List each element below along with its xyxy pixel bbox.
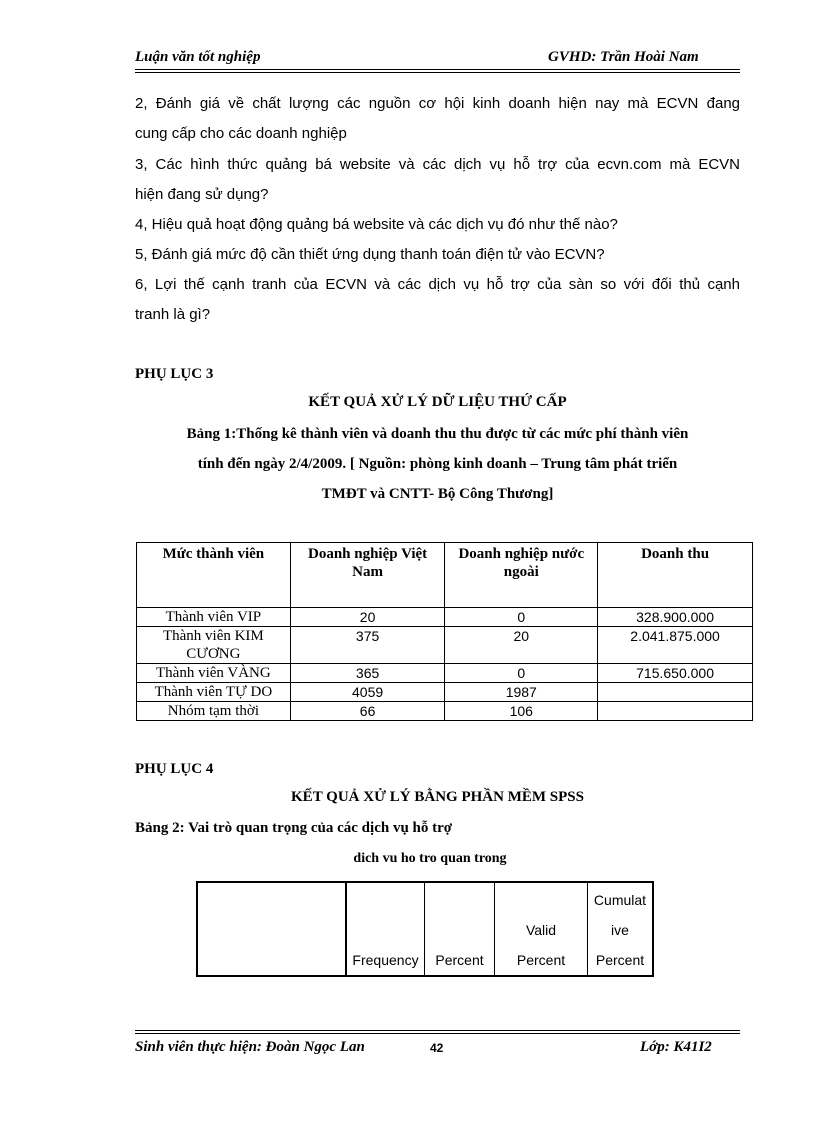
table-cell: Thành viên VIP [137,608,291,627]
spss-percent-label: Percent [435,952,484,968]
table-cell: 20 [290,608,445,627]
question-3-line-2: hiện đang sử dụng? [135,186,269,203]
spss-frequency-table [196,881,654,977]
table-cell: Thành viên VÀNG [137,664,291,683]
table-1-caption-line-2: tính đến ngày 2/4/2009. [ Nguồn: phòng kinh doanh – Trung tâm phát triển [197,456,678,472]
spss-valid-label-2: Percent [516,952,566,968]
question-3-line-1: 3, Các hình thức quảng bá website và các dịch vụ hỗ trợ của ecvn.com mà ECVN [135,156,740,173]
appendix-4-title: KẾT QUẢ XỬ LÝ BẰNG PHẦN MỀM SPSS [291,789,584,805]
table-header-cell: Doanh nghiệp Việt Nam [290,543,445,608]
spss-valid-percent-header [495,883,588,975]
page-number: 42 [430,1041,444,1055]
table-row [137,627,753,664]
table-header-cell: Mức thành viên [137,543,291,608]
header-right-advisor: GVHD: Trần Hoài Nam [548,49,699,65]
table-cell: 715.650.000 [598,664,753,683]
spss-cum-label-2: ive [611,922,629,938]
spss-blank-cell [198,883,347,975]
membership-revenue-table [136,542,753,721]
question-6-line-2: tranh là gì? [135,306,211,323]
spss-frequency-header [347,883,425,975]
table-row [137,608,753,627]
question-6-line-1: 6, Lợi thế cạnh tranh của ECVN và các dịch vụ hỗ trợ của sàn so với đối thủ cạnh [135,276,740,293]
table-cell: 2.041.875.000 [598,627,753,664]
question-4 [135,210,740,240]
appendix-3-title: KẾT QUẢ XỬ LÝ DỮ LIỆU THỨ CẤP [308,394,567,410]
table-1-caption-line-1: Bảng 1:Thống kê thành viên và doanh thu thu được từ các mức phí thành viên [186,426,689,442]
table-cell: 4059 [290,683,445,702]
footer-class: Lớp: K41I2 [640,1039,712,1055]
table-header-cell: Doanh thu [598,543,753,608]
table-cell: Thành viên KIM CƯƠNG [137,627,291,664]
table-header-cell: Doanh nghiệp nước ngoài [445,543,598,608]
table-2-caption: Bảng 2: Vai trò quan trọng của các dịch vụ hỗ trợ [135,820,453,836]
table-1-caption-line-3: TMĐT và CNTT- Bộ Công Thương] [321,486,554,502]
appendix-3-heading: PHỤ LỤC 3 [135,366,214,382]
table-cell [598,683,753,702]
question-2-line-1: 2, Đánh giá về chất lượng các nguồn cơ hội kinh doanh hiện nay mà ECVN đang [135,95,740,112]
spss-percent-header [425,883,495,975]
footer-rule-bottom [135,1033,740,1034]
table-1-caption [135,419,740,509]
table-cell: 375 [290,627,445,664]
header-rule-bottom [135,72,740,73]
table-header-row [137,543,753,608]
question-2-line-2: cung cấp cho các doanh nghiệp [135,125,347,142]
table-cell: 365 [290,664,445,683]
table-cell: 106 [445,702,598,721]
spss-frequency-label: Frequency [352,952,419,968]
question-6 [135,270,740,330]
footer-student: Sinh viên thực hiện: Đoàn Ngọc Lan [135,1039,365,1055]
table-cell: 0 [445,608,598,627]
header-left-title: Luận văn tốt nghiệp [135,49,261,65]
table-cell: 1987 [445,683,598,702]
table-row [137,664,753,683]
header-rule-top [135,69,740,70]
question-2 [135,89,740,149]
question-3 [135,150,740,210]
spss-cum-label-3: Percent [595,952,645,968]
table-cell: 0 [445,664,598,683]
table-cell: 66 [290,702,445,721]
spss-valid-label-1: Valid [525,922,557,938]
footer-rule-top [135,1030,740,1031]
question-5 [135,240,740,270]
table-cell: 328.900.000 [598,608,753,627]
appendix-4-heading: PHỤ LỤC 4 [135,761,214,777]
table-cell: 20 [445,627,598,664]
question-5-text: 5, Đánh giá mức độ cần thiết ứng dụng thanh toán điện tử vào ECVN? [135,246,605,263]
table-row [137,702,753,721]
table-cell [598,702,753,721]
table-row [137,683,753,702]
spss-cum-label-1: Cumulat [593,892,647,908]
spss-cumulative-percent-header [588,883,652,975]
table-cell: Thành viên TỰ DO [137,683,291,702]
spss-table-title: dich vu ho tro quan trong [353,851,507,866]
question-4-text: 4, Hiệu quả hoạt động quảng bá website và các dịch vụ đó như thế nào? [135,216,618,233]
table-cell: Nhóm tạm thời [137,702,291,721]
